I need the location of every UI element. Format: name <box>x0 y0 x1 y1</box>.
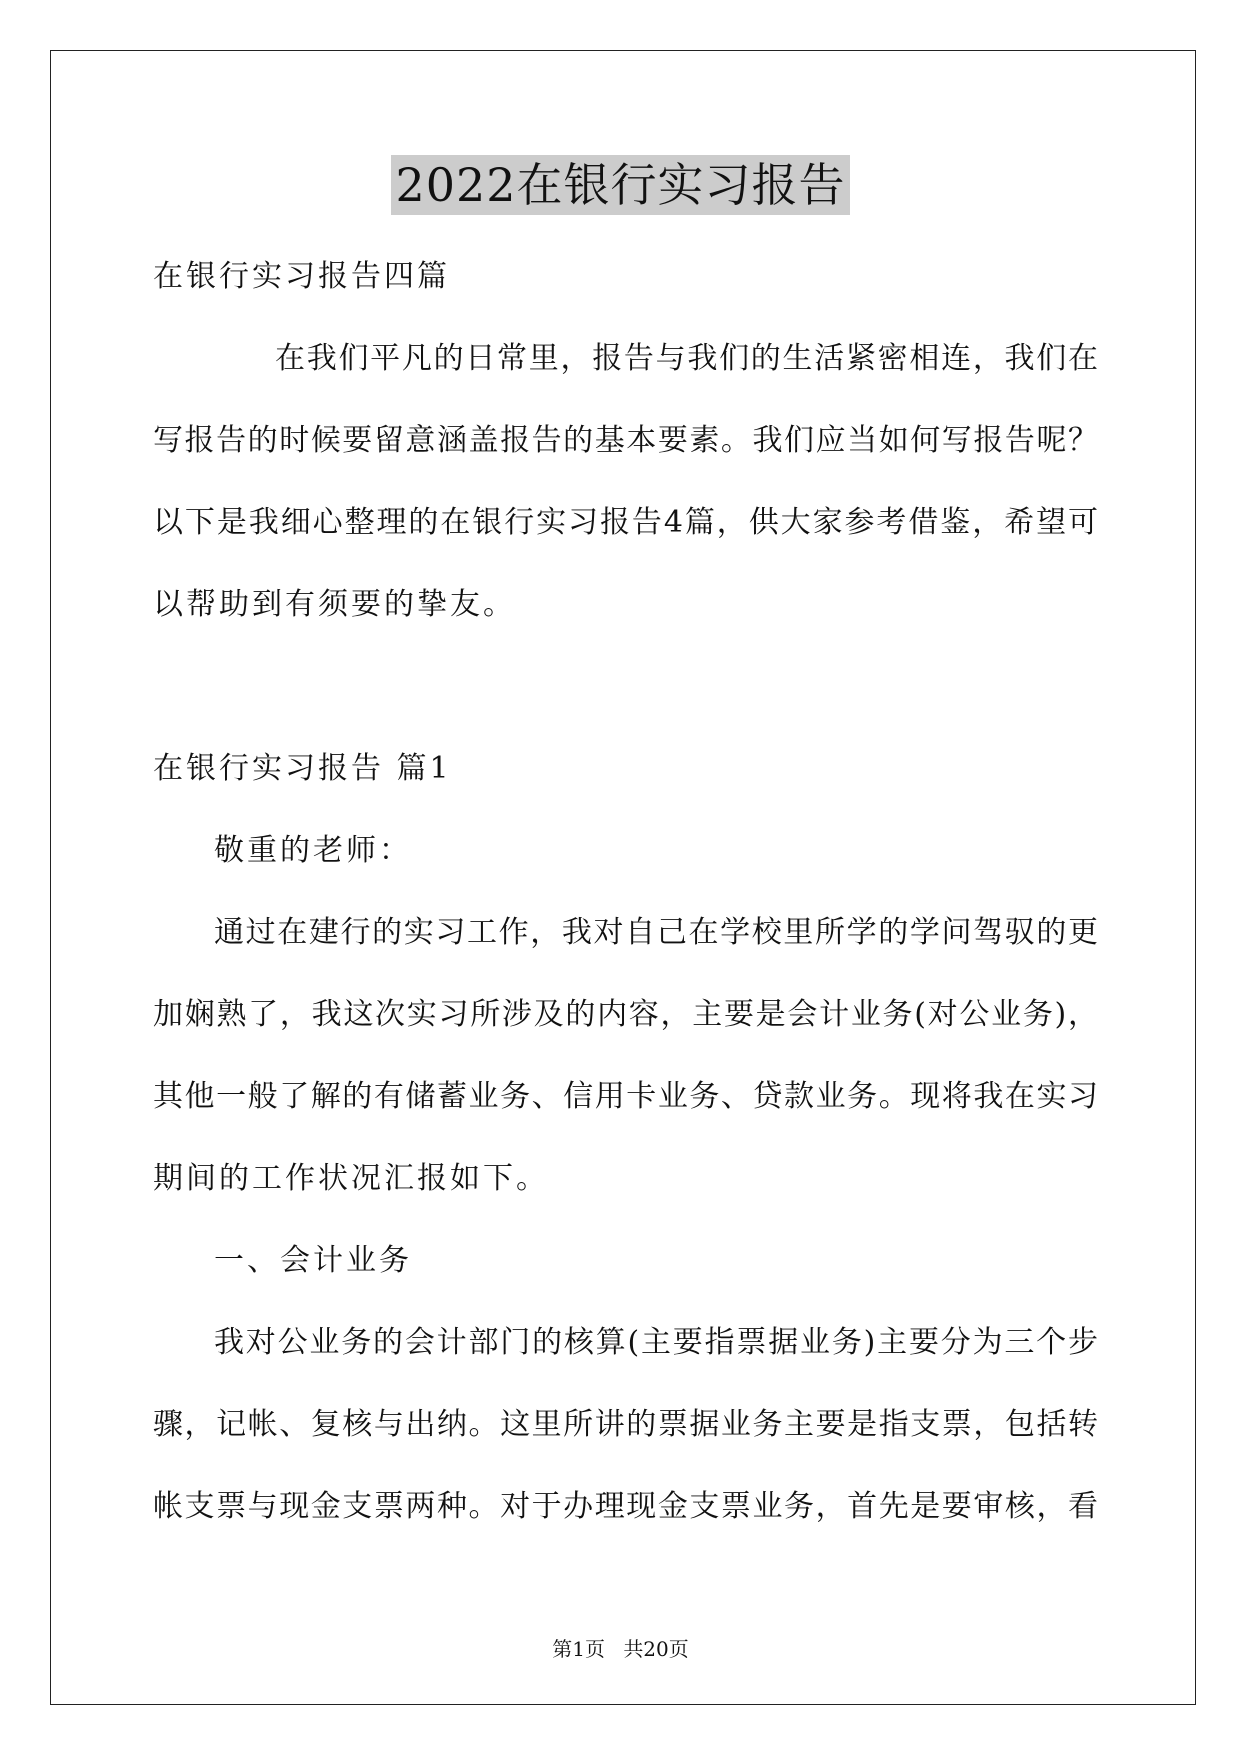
page-footer <box>0 1635 1241 1663</box>
paragraph-line: 通过在建行的实习工作，我对自己在学校里所学的学问驾驭的更 <box>214 915 1098 950</box>
subheading: 一、会计业务 <box>214 1243 412 1278</box>
document-body <box>153 236 1098 1548</box>
paragraph-line: 加娴熟了，我这次实习所涉及的内容，主要是会计业务(对公业务)， <box>153 997 1098 1032</box>
subtitle: 在银行实习报告四篇 <box>153 259 450 294</box>
section-heading: 在银行实习报告 篇1 <box>153 751 452 786</box>
page-number: 第1页 <box>552 1637 605 1661</box>
paragraph-line: 其他一般了解的有储蓄业务、信用卡业务、贷款业务。现将我在实习 <box>153 1079 1098 1114</box>
intro-line: 以帮助到有须要的挚友。 <box>153 587 516 622</box>
paragraph-line: 骤，记帐、复核与出纳。这里所讲的票据业务主要是指支票，包括转 <box>153 1407 1098 1442</box>
intro-line: 在我们平凡的日常里，报告与我们的生活紧密相连，我们在 <box>275 341 1098 376</box>
paragraph-line: 帐支票与现金支票两种。对于办理现金支票业务，首先是要审核，看 <box>153 1489 1098 1524</box>
intro-line: 写报告的时候要留意涵盖报告的基本要素。我们应当如何写报告呢？ <box>153 423 1098 458</box>
paragraph-line: 我对公业务的会计部门的核算(主要指票据业务)主要分为三个步 <box>214 1325 1098 1360</box>
document-title: 2022在银行实习报告 <box>391 155 849 215</box>
title-container <box>0 155 1241 215</box>
paragraph-line: 期间的工作状况汇报如下。 <box>153 1161 549 1196</box>
salutation: 敬重的老师： <box>214 833 412 868</box>
blank-line <box>153 646 1098 728</box>
page-total: 共20页 <box>623 1637 689 1661</box>
intro-line: 以下是我细心整理的在银行实习报告4篇，供大家参考借鉴，希望可 <box>153 505 1098 540</box>
